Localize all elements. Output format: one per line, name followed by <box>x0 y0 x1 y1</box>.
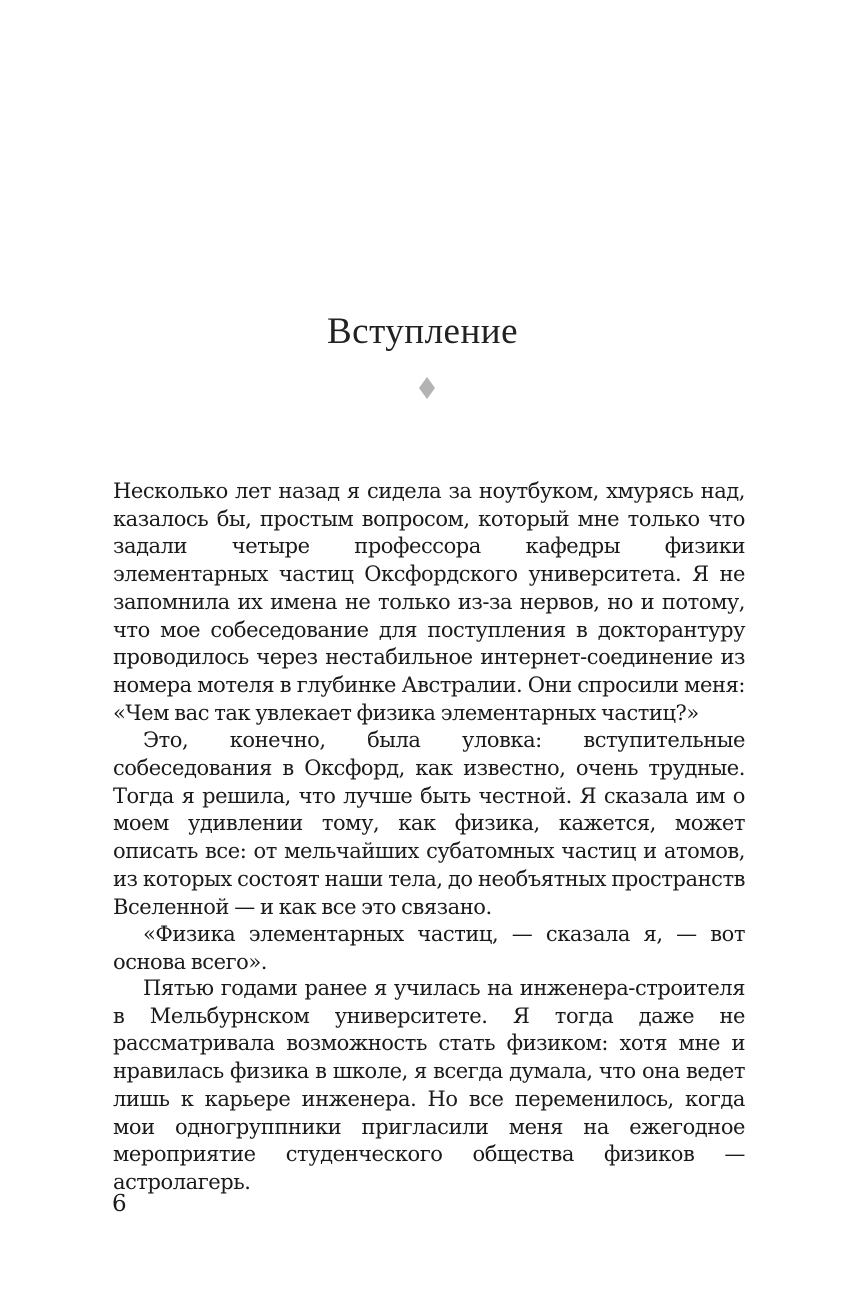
diamond-icon <box>419 377 435 399</box>
chapter-title: Вступление <box>327 311 518 352</box>
paragraph-4: Пятью годами ранее я училась на инженера-строителя в Мельбурнском университете. Я тогда даже не рассматривала возможность стать физиком: хотя мне и нравилась физика в школе, я всегда думала, что она ведет лишь к карьере инженера. Но все переменилось, когда мои одногруппники пригласили меня на ежегодное мероприятие студенческого общества физиков — астролагерь. <box>113 976 745 1194</box>
paragraph-1: Несколько лет назад я сидела за ноутбуком, хмурясь над, казалось бы, простым вопросом, который мне только что задали четыре профессора кафедры физики элементарных частиц Оксфордского университета. Я не запомнила их имена не только из-за нервов, но и потому, что мое собеседование для поступления в докторантуру проводилось через нестабильное интернет-соединение из номера мотеля в глубинке Австралии. Они спросили меня: «Чем вас так увлекает физика элементарных частиц?» <box>113 479 745 725</box>
paragraph-3: «Физика элементарных частиц, — сказала я, — вот основа всего». <box>113 922 745 974</box>
page-number: 6 <box>112 1191 127 1217</box>
text-section-1 <box>113 478 745 977</box>
text-section-2 <box>113 975 745 1197</box>
paragraph-2: Это, конечно, была уловка: вступительные собеседования в Оксфорд, как известно, очень трудные. Тогда я решила, что лучше быть честной. Я сказала им о моем удивлении тому, как физика, кажется, может описать все: от мельчайших субатомных частиц и атомов, из которых состоят наши тела, до необъятных пространств Вселенной — и как все это связано. <box>113 728 745 919</box>
